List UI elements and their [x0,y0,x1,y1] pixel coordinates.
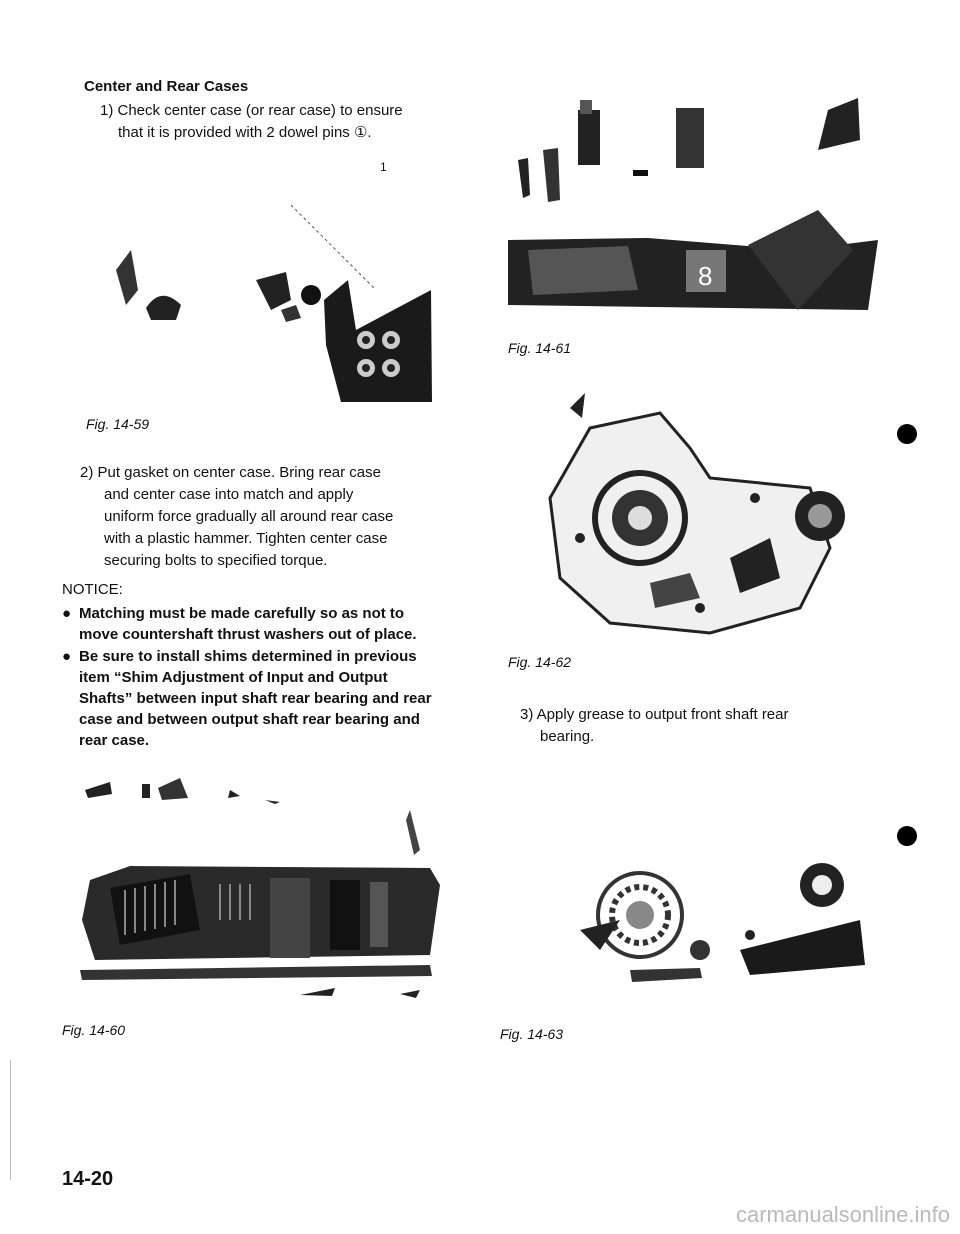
center-case-dowel-pins-image [86,180,432,402]
step-1-line-2: that it is provided with 2 dowel pins ①. [118,124,372,141]
notice-title: NOTICE: [62,581,123,598]
step-2-line-5: securing bolts to specified torque. [104,552,328,569]
step-2-line-2: and center case into match and apply [104,486,354,503]
fig-14-63-photo [560,800,870,1010]
step-2-line-4: with a plastic hammer. Tighten center case [104,530,388,547]
greased-bearing-image [560,800,870,1010]
fig-14-63-caption: Fig. 14-63 [500,1026,564,1042]
page-number: 14-20 [62,1168,114,1190]
fig-14-62-caption: Fig. 14-62 [508,654,572,670]
fig-14-59-caption: Fig. 14-59 [86,416,150,432]
svg-text:8: 8 [698,261,713,291]
bullet-dot-icon: ● [62,605,72,622]
section-marker-icon [897,826,917,846]
fig-14-59-callout: 1 [380,160,387,174]
countershaft-gears-image [70,770,440,1010]
output-shaft-bearing-image [530,388,880,640]
fig-14-62-photo [530,388,880,640]
fig-14-61-caption: Fig. 14-61 [508,340,572,356]
bullet-dot-icon: ● [62,648,72,665]
step-2-line-3: uniform force gradually all around rear case [104,508,394,525]
fig-14-59-photo [86,180,432,402]
notice-bullet-1-text: Matching must be made carefully so as not to move countershaft thrust washers out of place. [79,605,417,643]
fig-14-61-photo [498,90,880,328]
step-3-line-1: 3) Apply grease to output front shaft rear [520,706,789,723]
watermark: carmanualsonline.info [735,1202,950,1227]
step-1-line-1: 1) Check center case (or rear case) to ensure [100,102,403,119]
notice-bullet-2-text: Be sure to install shims determined in previous item “Shim Adjustment of Input and Output Shafts” between input shaft rear bearing and rear case and between output shaft rear bearing and rear case. [79,648,432,749]
fig-14-60-photo [70,770,440,1010]
step-2-line-1: 2) Put gasket on center case. Bring rear case [80,464,381,481]
margin-rule [10,1060,11,1180]
fig-14-60-caption: Fig. 14-60 [62,1022,126,1038]
rear-case-assembly-image [498,90,880,328]
notice-bullet-1 [62,603,442,645]
step-3-line-2: bearing. [540,728,595,745]
section-marker-icon [897,424,917,444]
notice-bullet-2 [62,646,442,751]
section-heading: Center and Rear Cases [84,78,249,95]
